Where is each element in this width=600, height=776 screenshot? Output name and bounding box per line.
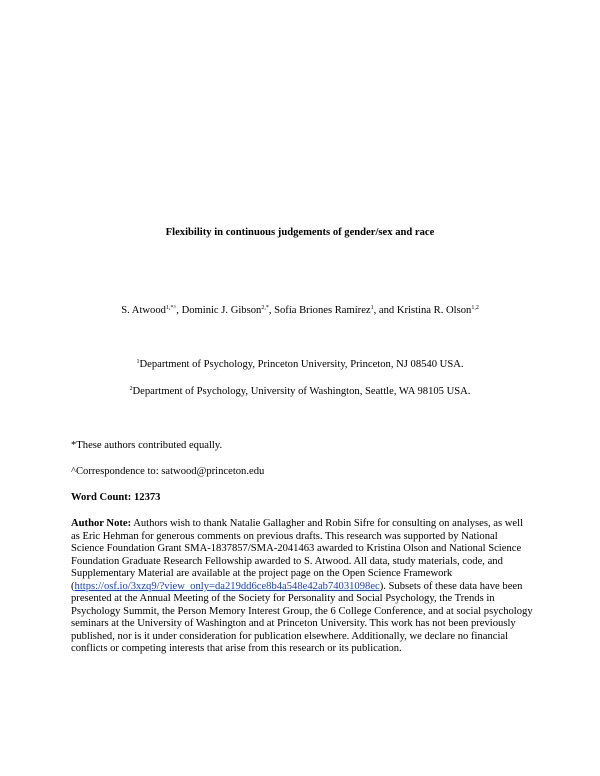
affiliation-2 bbox=[0, 386, 600, 397]
author-note-text-continued: ). Subsets of these data have been presented at the Annual Meeting of the Society for Personality and Social Psychology, the Trends in Psychology Summit, the Person Memory Interest Group, the 6 College Conference, and at social psychology seminars at the University of Washington and at Princeton University. This work has not been previously published, nor is it under consideration for publication elsewhere. Additionally, we declare no financial conflicts or competing interests that arise from this research or its publication. bbox=[71, 580, 533, 655]
author-superscript: 1,*^ bbox=[165, 305, 177, 311]
author-name: Sofía Briones Ramírez bbox=[274, 305, 371, 316]
author-name: S. Atwood bbox=[121, 305, 166, 316]
author-name: Dominic J. Gibson bbox=[181, 305, 262, 316]
author-note-label: Author Note: bbox=[71, 518, 132, 529]
affiliation-superscript: 2 bbox=[129, 386, 133, 392]
affiliation-text: Department of Psychology, Princeton University, Princeton, NJ 08540 USA. bbox=[139, 359, 464, 370]
affiliation-superscript: 1 bbox=[136, 359, 140, 365]
author-separator: , bbox=[268, 305, 275, 316]
author-superscript: 1,2 bbox=[471, 305, 479, 311]
author-superscript: 1 bbox=[370, 305, 374, 311]
word-count: Word Count: 12373 bbox=[71, 492, 161, 503]
affiliation-1 bbox=[0, 359, 600, 370]
correspondence-note: ^Correspondence to: satwood@princeton.edu bbox=[71, 466, 265, 477]
author-name: Kristina R. Olson bbox=[396, 305, 472, 316]
paper-title: Flexibility in continuous judgements of gender/sex and race bbox=[165, 227, 435, 238]
equal-contribution-note: *These authors contributed equally. bbox=[71, 440, 223, 451]
author-separator: , and bbox=[373, 305, 397, 316]
author-list bbox=[0, 305, 600, 316]
author-separator: , bbox=[176, 305, 182, 316]
author-superscript: 2,* bbox=[261, 305, 269, 311]
author-note bbox=[71, 518, 533, 656]
author-note-text: Authors wish to thank Natalie Gallagher and Robin Sifre for consulting on analyses, as well as Eric Hehman for generous comments on previous drafts. This research was supported by National Science Foundation Grant SMA-1837857/SMA-2041463 awarded to Kristina Olson and National Science Foundation Graduate Research Fellowship awarded to S. Atwood. All data, study materials, code, and Supplementary Material are available at the project page on the Open Science Framework ( bbox=[71, 518, 524, 592]
affiliation-text: Department of Psychology, University of Washington, Seattle, WA 98105 USA. bbox=[132, 386, 471, 397]
osf-link[interactable]: https://osf.io/3xzq9/?view_only=da219dd6ce8b4a548e42ab74031098ec bbox=[74, 580, 380, 592]
